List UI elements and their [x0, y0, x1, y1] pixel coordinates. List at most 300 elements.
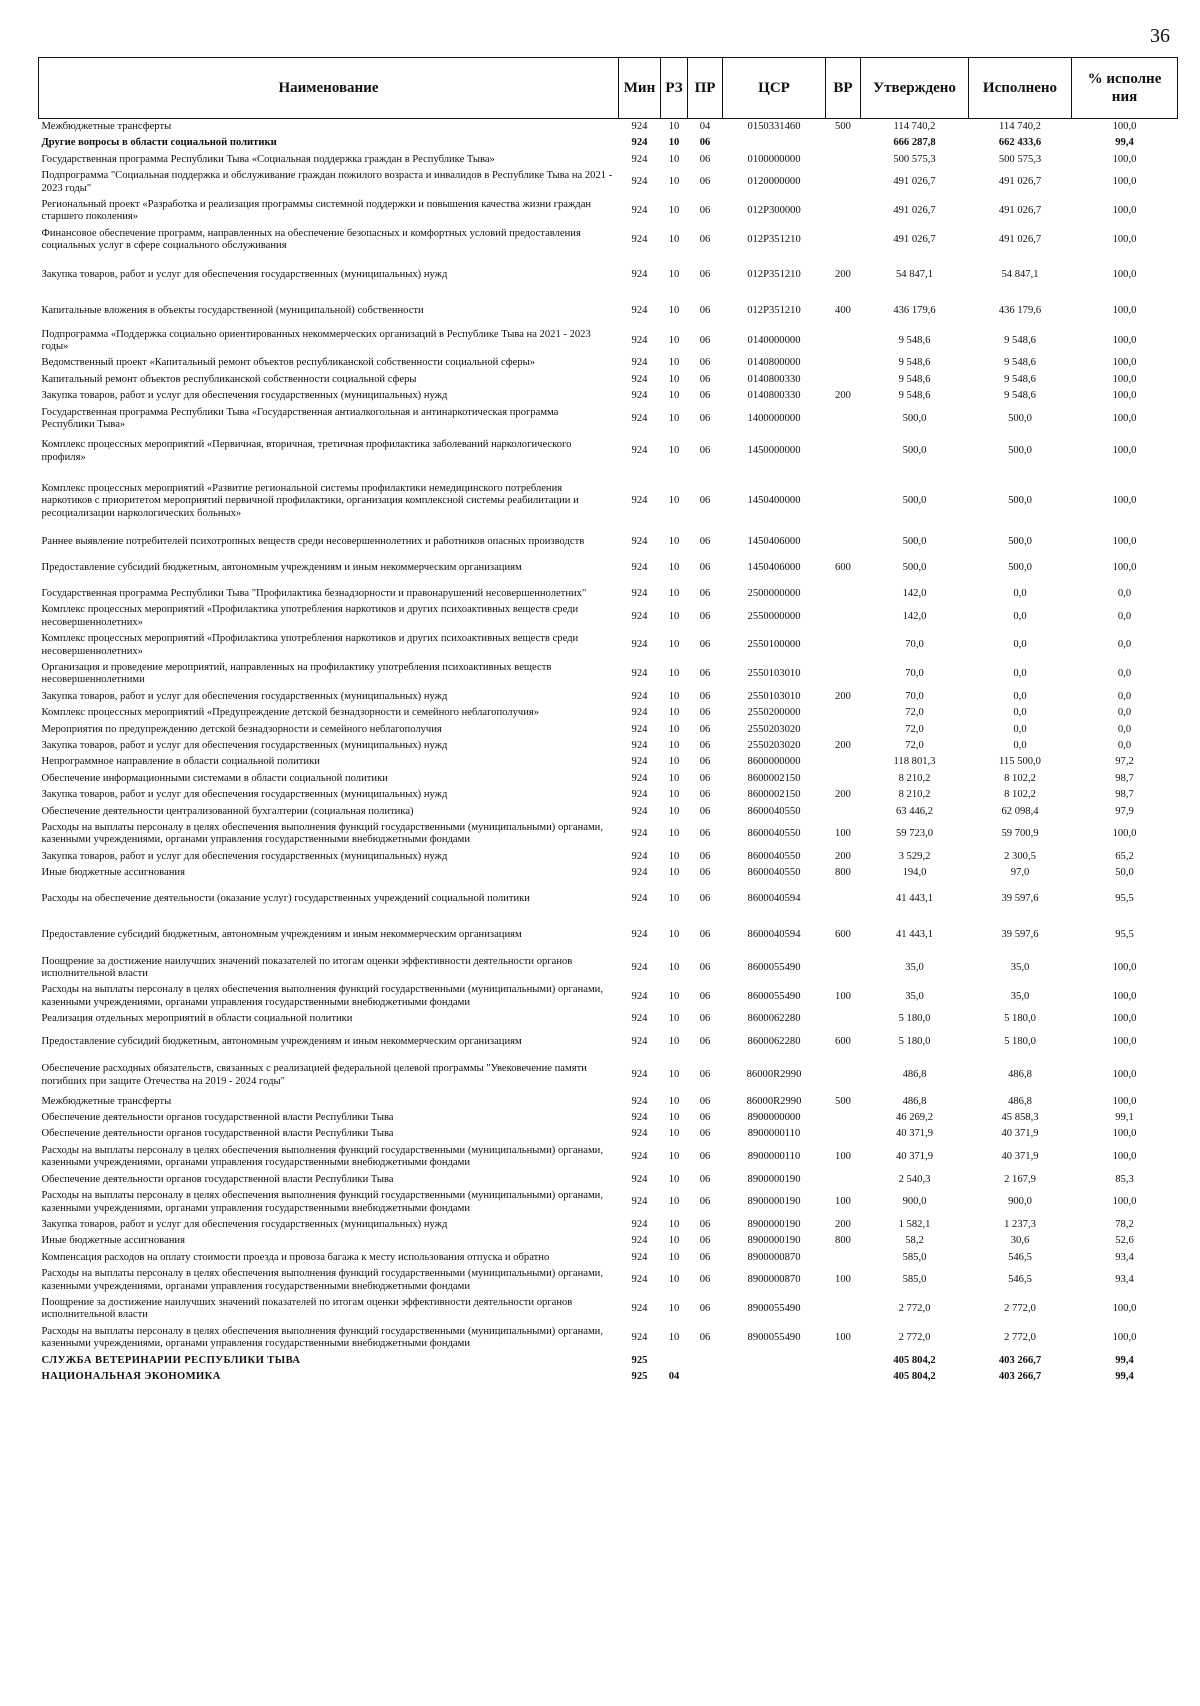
row-csr-cell: 1450400000 — [747, 495, 801, 507]
table-row — [39, 722, 1178, 738]
row-rz-cell: 10 — [668, 334, 680, 346]
header-min: Мин — [619, 58, 661, 119]
row-min-cell: 924 — [631, 1112, 648, 1124]
row-csr-cell: 8900000870 — [747, 1251, 801, 1263]
row-pr-cell: 06 — [699, 1218, 711, 1230]
row-min-cell: 924 — [631, 1196, 648, 1208]
row-approved-cell: 585,0 — [902, 1274, 927, 1286]
row-min-cell: 924 — [631, 1274, 648, 1286]
table-row — [39, 754, 1178, 770]
row-vr-cell: 200 — [835, 269, 851, 281]
row-rz-cell: 10 — [668, 789, 680, 801]
row-name-cell: Комплекс процессных мероприятий «Профилактика употребления наркотиков и других психоактивных веществ среди несовершеннолетних» — [41, 633, 579, 657]
row-executed-cell: 500,0 — [1008, 445, 1032, 457]
row-min-cell: 924 — [631, 789, 648, 801]
row-percent-cell: 100,0 — [1112, 828, 1137, 840]
row-pr-cell: 06 — [699, 390, 711, 402]
row-min-cell: 924 — [631, 334, 648, 346]
row-rz-cell: 10 — [668, 269, 680, 281]
row-min-cell: 924 — [631, 1331, 648, 1343]
table-row — [39, 1295, 1178, 1324]
row-min-cell: 924 — [631, 495, 648, 507]
row-percent-cell: 100,0 — [1112, 1095, 1137, 1107]
row-executed-cell: 500,0 — [1008, 495, 1032, 507]
row-csr-cell: 8900000190 — [747, 1173, 801, 1185]
row-name-cell: Комплекс процессных мероприятий «Предупреждение детской безнадзорности и семейного неблагополучия» — [41, 707, 540, 719]
row-approved-cell: 500,0 — [902, 561, 927, 573]
row-approved-cell: 436 179,6 — [893, 305, 936, 317]
row-name-cell: Закупка товаров, работ и услуг для обеспечения государственных (муниципальных) нужд — [41, 269, 448, 281]
row-rz-cell: 10 — [668, 867, 680, 879]
row-pr-cell: 06 — [699, 535, 711, 547]
row-vr-cell — [826, 1110, 861, 1126]
budget-execution-table — [38, 57, 1178, 1385]
row-pr-cell: 06 — [699, 1251, 711, 1263]
row-percent-cell: 0,0 — [1117, 668, 1132, 680]
row-rz-cell: 10 — [668, 756, 680, 768]
row-percent-cell: 97,2 — [1115, 756, 1134, 768]
row-vr-cell — [826, 1126, 861, 1142]
row-rz-cell: 10 — [668, 805, 680, 817]
row-executed-cell: 0,0 — [1013, 587, 1027, 599]
row-approved-cell: 500,0 — [902, 412, 927, 424]
row-vr-cell — [826, 434, 861, 470]
row-pr-cell: 06 — [699, 1274, 711, 1286]
row-executed-cell: 30,6 — [1010, 1235, 1030, 1247]
row-approved-cell: 9 548,6 — [898, 334, 931, 346]
row-vr-cell — [826, 1172, 861, 1188]
row-csr-cell: 1450406000 — [747, 561, 801, 573]
row-percent-cell: 65,2 — [1115, 850, 1134, 862]
row-pr-cell: 06 — [699, 1013, 711, 1025]
row-vr-cell: 200 — [835, 390, 851, 402]
row-name-cell: Расходы на выплаты персоналу в целях обеспечения выполнения функций государственными (муниципальными) органами, казенными учреждениями, органами управления государственными внебюджетными фондами — [41, 1144, 603, 1169]
row-approved-cell: 142,0 — [902, 610, 927, 622]
row-csr-cell: 8600062280 — [747, 1036, 801, 1048]
row-csr-cell: 8600000000 — [747, 756, 801, 768]
table-row — [39, 550, 1178, 586]
row-vr-cell: 100 — [835, 1274, 851, 1286]
row-csr-cell: 8900000190 — [747, 1218, 801, 1230]
table-row — [39, 660, 1178, 689]
row-executed-cell: 500,0 — [1008, 412, 1032, 424]
row-executed-cell: 114 740,2 — [999, 121, 1041, 132]
row-vr-cell — [826, 754, 861, 770]
row-csr-cell: 8600055490 — [747, 961, 801, 973]
table-header — [39, 58, 1178, 119]
table-row — [39, 152, 1178, 168]
row-percent-cell: 99,1 — [1115, 1112, 1134, 1124]
row-rz-cell: 10 — [668, 445, 680, 457]
row-min-cell: 924 — [631, 269, 648, 281]
row-pr-cell: 06 — [699, 1095, 711, 1107]
row-rz-cell: 10 — [668, 961, 680, 973]
row-min-cell: 924 — [631, 1173, 648, 1185]
row-csr-cell: 2500000000 — [747, 587, 801, 599]
row-pr-cell: 06 — [699, 867, 711, 879]
row-approved-cell: 500,0 — [902, 535, 927, 547]
row-rz-cell: 10 — [668, 690, 680, 702]
row-vr-cell — [826, 602, 861, 631]
row-executed-cell: 500,0 — [1008, 535, 1032, 547]
row-name-cell: Подпрограмма "Социальная поддержка и обслуживание граждан пожилого возраста и инвалидов в Республике Тыва на 2021 - 2023 годы" — [41, 170, 613, 194]
row-csr-cell: 8600040594 — [747, 929, 801, 941]
row-executed-cell: 35,0 — [1010, 961, 1030, 973]
row-min-cell: 924 — [631, 850, 648, 862]
row-min-cell: 924 — [631, 305, 648, 317]
row-rz-cell: 10 — [668, 1274, 680, 1286]
row-pr-cell: 06 — [699, 639, 711, 651]
row-approved-cell: 41 443,1 — [895, 893, 934, 905]
row-rz-cell: 10 — [668, 1251, 680, 1263]
row-percent-cell: 100,0 — [1112, 1013, 1137, 1025]
row-min-cell: 924 — [631, 587, 648, 599]
row-percent-cell: 100,0 — [1112, 1128, 1137, 1140]
row-vr-cell — [826, 152, 861, 168]
row-executed-cell: 45 858,3 — [1001, 1112, 1039, 1124]
row-pr-cell: 06 — [699, 805, 711, 817]
row-csr-cell: 2550203020 — [747, 723, 801, 735]
row-percent-cell: 95,5 — [1115, 929, 1134, 941]
row-rz-cell: 10 — [668, 1196, 680, 1208]
row-percent-cell: 100,0 — [1112, 561, 1137, 573]
row-vr-cell — [826, 1353, 861, 1369]
row-csr-cell: 8600040594 — [747, 893, 801, 905]
row-pr-cell — [688, 1353, 723, 1369]
row-vr-cell: 100 — [835, 828, 851, 840]
table-row — [39, 1126, 1178, 1142]
row-vr-cell: 100 — [835, 1331, 851, 1343]
row-pr-cell: 06 — [699, 990, 711, 1002]
row-csr-cell: 8900000110 — [747, 1128, 801, 1140]
row-name-cell: Обеспечение деятельности органов государственной власти Республики Тыва — [41, 1112, 394, 1124]
row-csr-cell: 86000R2990 — [746, 1095, 802, 1107]
row-executed-cell: 491 026,7 — [998, 205, 1042, 217]
table-row — [39, 1217, 1178, 1233]
row-min-cell: 924 — [631, 893, 648, 905]
table-row — [39, 226, 1178, 255]
row-name-cell: Межбюджетные трансферты — [41, 121, 172, 132]
row-approved-cell: 35,0 — [905, 961, 924, 973]
row-min-cell: 924 — [631, 1036, 648, 1048]
row-min-cell: 924 — [631, 357, 648, 369]
row-rz-cell: 10 — [668, 390, 680, 402]
row-approved-cell: 70,0 — [905, 639, 924, 651]
row-executed-cell: 0,0 — [1013, 639, 1027, 651]
row-vr-cell: 200 — [835, 739, 851, 751]
row-percent-cell: 100,0 — [1112, 357, 1137, 369]
row-executed-cell: 35,0 — [1010, 990, 1030, 1002]
header-csr: ЦСР — [723, 58, 826, 119]
row-executed-cell: 54 847,1 — [1001, 269, 1039, 281]
row-rz-cell: 10 — [668, 305, 680, 317]
row-csr-cell: 0150331460 — [747, 121, 801, 132]
row-pr-cell: 06 — [699, 234, 711, 246]
row-approved-cell: 491 026,7 — [893, 176, 936, 188]
row-executed-cell: 9 548,6 — [1004, 357, 1036, 369]
row-name-cell: Раннее выявление потребителей психотропных веществ среди несовершеннолетних и работников опасных производств — [41, 535, 585, 547]
row-executed-cell: 5 180,0 — [1004, 1013, 1036, 1025]
row-vr-cell — [826, 804, 861, 820]
row-percent-cell: 98,7 — [1115, 772, 1134, 784]
row-pr-cell: 06 — [699, 1196, 711, 1208]
table-row — [39, 1143, 1178, 1172]
row-pr-cell: 06 — [699, 961, 711, 973]
row-name-cell: Обеспечение деятельности органов государственной власти Республики Тыва — [41, 1128, 394, 1140]
row-vr-cell: 600 — [835, 1036, 851, 1048]
row-csr-cell: 2550200000 — [747, 707, 801, 719]
row-pr-cell: 06 — [699, 1173, 711, 1185]
row-csr-cell: 8600002150 — [747, 772, 801, 784]
row-percent-cell: 100,0 — [1112, 445, 1137, 457]
row-percent-cell: 100,0 — [1112, 1331, 1137, 1343]
table-row — [39, 1266, 1178, 1295]
row-percent-cell: 100,0 — [1112, 234, 1137, 246]
row-rz-cell — [661, 1353, 688, 1369]
row-min-cell: 924 — [631, 137, 648, 149]
row-pr-cell: 06 — [699, 850, 711, 862]
table-row — [39, 355, 1178, 371]
header-pr: ПР — [688, 58, 723, 119]
row-percent-cell: 100,0 — [1112, 269, 1137, 281]
row-name-cell: Закупка товаров, работ и услуг для обеспечения государственных (муниципальных) нужд — [41, 390, 448, 402]
table-row — [39, 705, 1178, 721]
row-approved-cell: 8 210,2 — [898, 789, 931, 801]
row-percent-cell: 0,0 — [1117, 707, 1132, 719]
row-executed-cell: 500 575,3 — [998, 153, 1042, 165]
row-rz-cell: 10 — [668, 1173, 680, 1185]
table-row — [39, 1028, 1178, 1058]
row-executed-cell: 436 179,6 — [998, 305, 1042, 317]
row-executed-cell: 9 548,6 — [1004, 390, 1036, 402]
row-executed-cell: 0,0 — [1013, 690, 1027, 702]
row-min-cell: 924 — [631, 445, 648, 457]
row-approved-cell: 194,0 — [902, 867, 927, 879]
table-row — [39, 1011, 1178, 1027]
row-rz-cell: 10 — [668, 990, 680, 1002]
table-row — [39, 1353, 1178, 1369]
table-row — [39, 327, 1178, 356]
row-executed-cell: 8 102,2 — [1004, 772, 1036, 784]
row-csr-cell: 1450000000 — [747, 445, 801, 457]
row-min-cell: 924 — [631, 805, 648, 817]
row-executed-cell: 546,5 — [1008, 1274, 1032, 1286]
row-csr-cell: 8600055490 — [747, 990, 801, 1002]
row-executed-cell: 486,8 — [1008, 1069, 1032, 1081]
row-csr-cell: 8600062280 — [747, 1013, 801, 1025]
row-name-cell: СЛУЖБА ВЕТЕРИНАРИИ РЕСПУБЛИКИ ТЫВА — [41, 1354, 301, 1366]
row-percent-cell: 100,0 — [1112, 390, 1137, 402]
row-name-cell: Закупка товаров, работ и услуг для обеспечения государственных (муниципальных) нужд — [41, 690, 448, 702]
header-name: Наименование — [39, 58, 619, 119]
row-pr-cell: 06 — [699, 1112, 711, 1124]
row-rz-cell: 10 — [668, 1218, 680, 1230]
table-row — [39, 1324, 1178, 1353]
row-executed-cell: 2 772,0 — [1004, 1303, 1036, 1315]
row-approved-cell: 500,0 — [902, 445, 927, 457]
header-vr: ВР — [826, 58, 861, 119]
budget-table-container — [38, 57, 1177, 1385]
row-min-cell: 924 — [631, 234, 648, 246]
row-executed-cell: 2 300,5 — [1004, 850, 1036, 862]
row-percent-cell: 100,0 — [1112, 961, 1137, 973]
row-percent-cell: 0,0 — [1117, 690, 1132, 702]
table-body — [39, 119, 1178, 1386]
row-percent-cell: 0,0 — [1117, 639, 1132, 651]
row-name-cell: Предоставление субсидий бюджетным, автономным учреждениям и иным некоммерческим организациям — [41, 1036, 522, 1048]
header-rz: РЗ — [661, 58, 688, 119]
row-approved-cell: 486,8 — [902, 1069, 927, 1081]
row-approved-cell: 1 582,1 — [898, 1218, 931, 1230]
header-percent: % исполне ния — [1072, 58, 1178, 119]
row-min-cell: 924 — [631, 373, 648, 385]
row-vr-cell — [826, 882, 861, 918]
row-approved-cell: 500 575,3 — [893, 153, 936, 165]
row-name-cell: Государственная программа Республики Тыва «Государственная антиалкогольная и антинаркотическая программа Республики Тыва» — [41, 406, 559, 431]
row-name-cell: Закупка товаров, работ и услуг для обеспечения государственных (муниципальных) нужд — [41, 739, 448, 751]
row-name-cell: НАЦИОНАЛЬНАЯ ЭКОНОМИКА — [41, 1370, 221, 1382]
row-percent-cell: 100,0 — [1112, 1303, 1137, 1315]
row-min-cell: 924 — [631, 153, 648, 165]
row-executed-cell: 0,0 — [1013, 707, 1027, 719]
row-rz-cell: 10 — [668, 1303, 680, 1315]
row-min-cell: 924 — [631, 772, 648, 784]
row-pr-cell: 06 — [699, 587, 711, 599]
table-row — [39, 1233, 1178, 1249]
row-executed-cell: 0,0 — [1013, 610, 1027, 622]
row-percent-cell: 99,4 — [1115, 1354, 1134, 1366]
row-rz-cell: 10 — [668, 205, 680, 217]
row-vr-cell — [826, 372, 861, 388]
table-row — [39, 197, 1178, 226]
row-executed-cell: 5 180,0 — [1004, 1036, 1036, 1048]
row-rz-cell: 10 — [668, 1331, 680, 1343]
row-csr-cell: 1450406000 — [747, 535, 801, 547]
row-min-cell: 924 — [631, 828, 648, 840]
row-percent-cell: 97,9 — [1115, 805, 1134, 817]
row-min-cell: 924 — [631, 1095, 648, 1107]
row-vr-cell — [826, 631, 861, 660]
row-executed-cell: 0,0 — [1013, 668, 1027, 680]
row-pr-cell: 06 — [699, 373, 711, 385]
table-row — [39, 602, 1178, 631]
row-rz-cell: 10 — [668, 1069, 680, 1081]
row-percent-cell: 0,0 — [1117, 587, 1132, 599]
row-csr-cell: 8900055490 — [747, 1331, 801, 1343]
row-rz-cell: 10 — [668, 535, 680, 547]
table-row — [39, 135, 1178, 151]
row-pr-cell: 06 — [699, 690, 711, 702]
row-name-cell: Комплекс процессных мероприятий «Развитие региональной системы профилактики немедицинского потребления наркотиков с приоритетом мероприятий первичной профилактики, организация комплексной системы реабилитации и ресоциализации наркологических больных» — [41, 482, 579, 519]
row-rz-cell: 10 — [668, 1095, 680, 1107]
row-vr-cell — [826, 534, 861, 550]
row-csr-cell: 8600040550 — [747, 828, 801, 840]
row-approved-cell: 114 740,2 — [893, 121, 936, 132]
row-percent-cell: 99,4 — [1115, 1370, 1134, 1382]
row-vr-cell — [826, 1295, 861, 1324]
row-min-cell: 924 — [631, 1013, 648, 1025]
row-min-cell: 924 — [631, 205, 648, 217]
row-rz-cell: 10 — [668, 1036, 680, 1048]
row-vr-cell: 500 — [835, 121, 851, 132]
row-rz-cell: 10 — [668, 121, 680, 132]
row-pr-cell: 06 — [699, 1128, 711, 1140]
row-pr-cell: 06 — [699, 772, 711, 784]
row-executed-cell: 2 772,0 — [1004, 1331, 1036, 1343]
row-vr-cell: 100 — [835, 1151, 851, 1163]
row-name-cell: Межбюджетные трансферты — [41, 1095, 172, 1107]
row-percent-cell: 100,0 — [1112, 121, 1137, 132]
row-executed-cell: 500,0 — [1008, 561, 1032, 573]
row-min-cell: 924 — [631, 176, 648, 188]
row-approved-cell: 9 548,6 — [898, 373, 931, 385]
row-name-cell: Подпрограмма «Поддержка социально ориентированных некоммерческих организаций в Республике Тыва на 2021 - 2023 годы» — [41, 328, 591, 353]
row-csr-cell: 2550203020 — [747, 739, 801, 751]
row-csr-cell: 1400000000 — [747, 412, 801, 424]
row-csr-cell: 012P351210 — [747, 305, 801, 317]
row-percent-cell: 100,0 — [1112, 1036, 1137, 1048]
row-approved-cell: 72,0 — [905, 707, 924, 719]
row-vr-cell — [826, 327, 861, 356]
row-approved-cell: 70,0 — [905, 690, 924, 702]
row-rz-cell: 10 — [668, 1112, 680, 1124]
row-percent-cell: 100,0 — [1112, 334, 1137, 346]
row-pr-cell: 06 — [699, 929, 711, 941]
row-executed-cell: 546,5 — [1008, 1251, 1032, 1263]
row-pr-cell: 06 — [699, 1331, 711, 1343]
row-name-cell: Непрограммное направление в области социальной политики — [41, 756, 320, 768]
row-approved-cell: 9 548,6 — [898, 357, 931, 369]
row-executed-cell: 0,0 — [1013, 723, 1027, 735]
row-rz-cell: 10 — [668, 723, 680, 735]
row-vr-cell — [826, 954, 861, 983]
row-percent-cell: 100,0 — [1112, 1069, 1137, 1081]
row-pr-cell — [688, 1369, 723, 1385]
row-pr-cell: 06 — [699, 334, 711, 346]
row-csr-cell — [723, 1369, 826, 1385]
row-executed-cell: 8 102,2 — [1004, 789, 1036, 801]
table-row — [39, 586, 1178, 602]
row-min-cell: 924 — [631, 1128, 648, 1140]
row-percent-cell: 98,7 — [1115, 789, 1134, 801]
row-pr-cell: 06 — [699, 893, 711, 905]
table-row — [39, 771, 1178, 787]
row-percent-cell: 50,0 — [1115, 867, 1134, 879]
row-vr-cell: 600 — [835, 929, 851, 941]
table-row — [39, 882, 1178, 918]
table-row — [39, 787, 1178, 803]
row-csr-cell: 012P351210 — [747, 269, 801, 281]
row-vr-cell — [826, 405, 861, 434]
row-pr-cell: 06 — [699, 412, 711, 424]
table-row — [39, 1058, 1178, 1094]
row-rz-cell: 10 — [668, 893, 680, 905]
row-csr-cell — [723, 1353, 826, 1369]
row-min-cell: 924 — [631, 739, 648, 751]
row-executed-cell: 662 433,6 — [998, 137, 1042, 149]
table-row — [39, 255, 1178, 297]
row-csr-cell: 2550000000 — [747, 610, 801, 622]
row-executed-cell: 9 548,6 — [1004, 334, 1036, 346]
row-percent-cell: 100,0 — [1112, 1196, 1137, 1208]
row-approved-cell: 72,0 — [905, 739, 924, 751]
table-row — [39, 1110, 1178, 1126]
row-name-cell: Поощрение за достижение наилучших значений показателей по итогам оценки эффективности деятельности органов исполнительной власти — [41, 955, 573, 980]
row-name-cell: Расходы на выплаты персоналу в целях обеспечения выполнения функций государственными (муниципальными) органами, казенными учреждениями, органами управления государственными внебюджетными фондами — [41, 1268, 603, 1292]
row-executed-cell: 486,8 — [1008, 1095, 1032, 1107]
row-min-cell: 924 — [631, 990, 648, 1002]
row-vr-cell — [826, 226, 861, 255]
